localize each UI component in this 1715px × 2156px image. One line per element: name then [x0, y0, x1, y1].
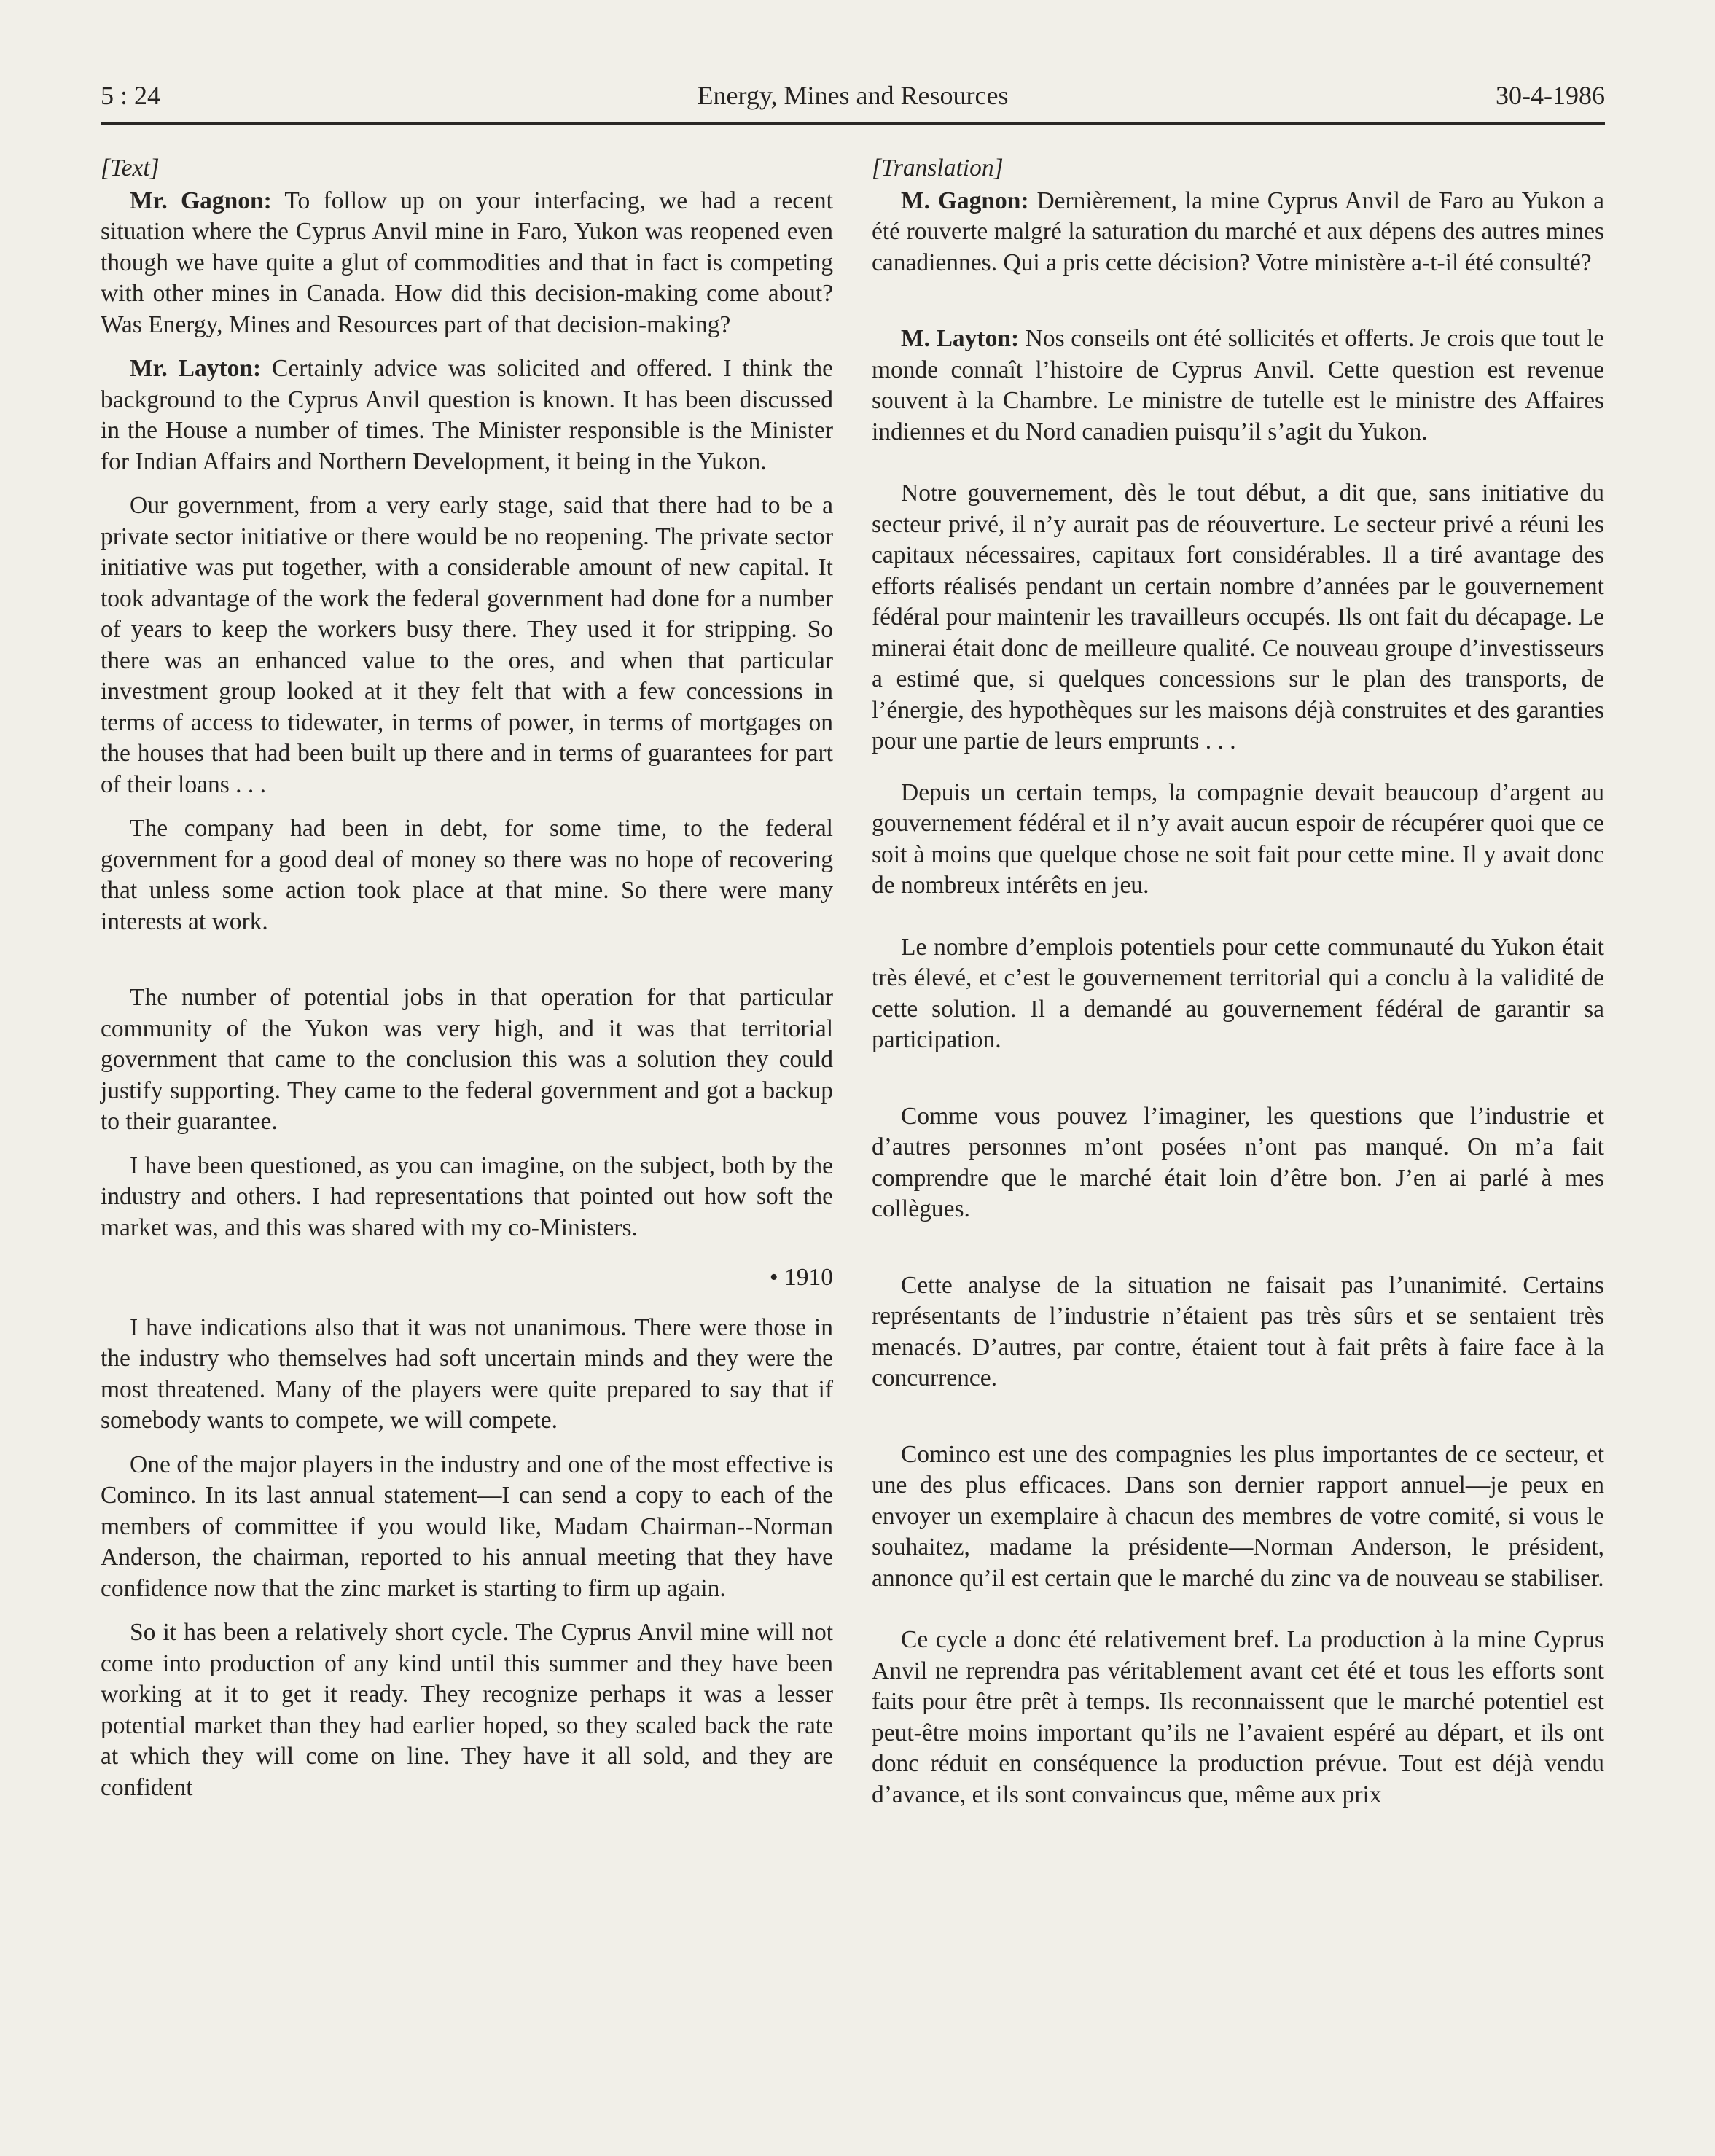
speaker-name: Mr. Layton:: [130, 355, 262, 382]
translation-tag: [Translation]: [872, 155, 1004, 181]
speaker-name: Mr. Gagnon:: [130, 187, 272, 214]
paragraph: So it has been a relatively short cycle. The Cyprus Anvil mine will not come into production of any kind until this summer and they have been working at it to get it ready. They recognize perhaps it was a lesser potential market than they had earlier hoped, so they scaled back the rate at which they will come on line. They have it all sold, and they are confident: [101, 1619, 833, 1801]
english-column: [101, 153, 833, 1803]
paragraph: I have been questioned, as you can imagine, on the subject, both by the industry and others. I had representations that pointed out how soft the market was, and this was shared with my co-Ministers.: [101, 1152, 833, 1241]
page-header: [101, 80, 1605, 117]
paragraph: M. Layton: Nos conseils ont été sollicités et offerts. Je crois que tout le monde connaît l’histoire de Cyprus Anvil. Cette question est revenue souvent à la Chambre. Le ministre de tutelle est le ministre des Affaires indiennes et du Nord canadien puisqu’il s’agit du Yukon.: [872, 325, 1605, 445]
paragraph: Cette analyse de la situation ne faisait pas l’unanimité. Certains représentants de l’industrie n’étaient pas très sûrs et se sentaient très menacés. D’autres, par contre, étaient tout à fait prêts à faire face à la concurrence.: [872, 1271, 1604, 1391]
paragraph: The company had been in debt, for some time, to the federal government for a good deal of money so there was no hope of recovering that unless some action took place at that mine. So there were many interests at work.: [101, 815, 833, 935]
paragraph: Depuis un certain temps, la compagnie devait beaucoup d’argent au gouvernement fédéral et il n’y avait aucun espoir de récupérer quoi que ce soit à moins que quelque chose ne soit fait pour cette mine. Il y avait donc de nombreux intérêts en jeu.: [872, 778, 1604, 899]
speaker-name: M. Layton:: [901, 325, 1020, 352]
paragraph: Comme vous pouvez l’imaginer, les questions que l’industrie et d’autres personnes m’ont posées n’ont pas manqué. On m’a fait comprendre que le marché était loin d’être bon. J’en ai parlé à mes collègues.: [872, 1102, 1604, 1222]
time-marker: • 1910: [769, 1264, 833, 1291]
speaker-name: M. Gagnon:: [901, 187, 1029, 214]
paragraph: Mr. Gagnon: To follow up on your interfacing, we had a recent situation where the Cyprus Anvil mine in Faro, Yukon was reopened even though we have quite a glut of commodities and that in fact is competing with other mines in Canada. How did this decision-making come about? Was Energy, Mines and Resources part of that decision-making?: [101, 187, 833, 338]
header-date: 30-4-1986: [1496, 81, 1605, 110]
paragraph: The number of potential jobs in that operation for that particular community of the Yukon was very high, and it was that territorial government that came to the conclusion this was a solution they could justify supporting. They came to the federal government and got a backup to their guarantee.: [101, 984, 833, 1135]
paragraph: Our government, from a very early stage, said that there had to be a private sector initiative or there would be no reopening. The private sector initiative was put together, with a considerable amount of new capital. It took advantage of the work the federal government had done for a number of years to keep the workers busy there. They used it for stripping. So there was an enhanced value to the ores, and when that particular investment group looked at it they felt that with a few concessions in terms of access to tidewater, in terms of power, in terms of mortgages on the houses that had been built up there and in terms of guarantees for part of their loans . . .: [101, 492, 833, 798]
paragraph: M. Gagnon: Dernièrement, la mine Cyprus Anvil de Faro au Yukon a été rouverte malgré la saturation du marché et aux dépens des autres mines canadiennes. Qui a pris cette décision? Votre ministère a-t-il été consulté?: [872, 187, 1604, 276]
paragraph: Ce cycle a donc été relativement bref. La production à la mine Cyprus Anvil ne reprendra pas véritablement avant cet été et tous les efforts sont faits pour être prêt à temps. Ils reconnaissent que le marché potentiel est peut-être moins important qu’ils ne l’avaient espéré au départ, et ils ont donc réduit en conséquence la production prévue. Tout est déjà vendu d’avance, et ils sont convaincus que, même aux prix: [872, 1626, 1604, 1808]
publication-title: Energy, Mines and Resources: [697, 81, 1009, 110]
text-tag: [Text]: [101, 155, 160, 181]
paragraph: Le nombre d’emplois potentiels pour cette communauté du Yukon était très élevé, et c’est le gouvernement territorial qui a conclu à la validité de cette solution. Il a demandé au gouvernement fédéral de garantir sa participation.: [872, 933, 1604, 1053]
header-rule: [101, 122, 1605, 125]
french-column: [872, 153, 1604, 1811]
paragraph: Notre gouvernement, dès le tout début, a dit que, sans initiative du secteur privé, il n’y aurait pas de réouverture. Le secteur privé a réuni les capitaux nécessaires, capitaux fort considérables. Il a tiré avantage des efforts réalisés pendant un certain nombre d’années par le gouvernement fédéral pour maintenir les travailleurs occupés. Ils ont fait du décapage. Le minerai était donc de meilleure qualité. Ce nouveau groupe d’investisseurs a estimé que, si quelques concessions sur le plan des transports, de l’énergie, des hypothèques sur les maisons déjà construites et des garanties pour une partie de leurs emprunts . . .: [872, 480, 1604, 754]
paragraph: Mr. Layton: Certainly advice was solicited and offered. I think the background to the Cyprus Anvil question is known. It has been discussed in the House a number of times. The Minister responsible is the Minister for Indian Affairs and Northern Development, it being in the Yukon.: [101, 355, 834, 475]
paragraph: Cominco est une des compagnies les plus importantes de ce secteur, et une des plus efficaces. Dans son dernier rapport annuel—je peux en envoyer un exemplaire à chacun des membres de votre comité, si vous le souhaitez, madame la présidente—Norman Anderson, le président, annonce qu’il est certain que le marché du zinc va de nouveau se stabiliser.: [872, 1440, 1604, 1592]
paragraph: I have indications also that it was not unanimous. There were those in the industry who themselves had soft uncertain minds and they were the most threatened. Many of the players were quite prepared to say that if somebody wants to compete, we will compete.: [101, 1313, 833, 1434]
page-number: 5 : 24: [101, 81, 161, 110]
paragraph: One of the major players in the industry and one of the most effective is Cominco. In its last annual statement—I can send a copy to each of the members of committee if you would like, Madam Chairman--Norman Anderson, the chairman, reported to his annual meeting that they have confidence now that the zinc market is starting to firm up again.: [101, 1450, 833, 1602]
